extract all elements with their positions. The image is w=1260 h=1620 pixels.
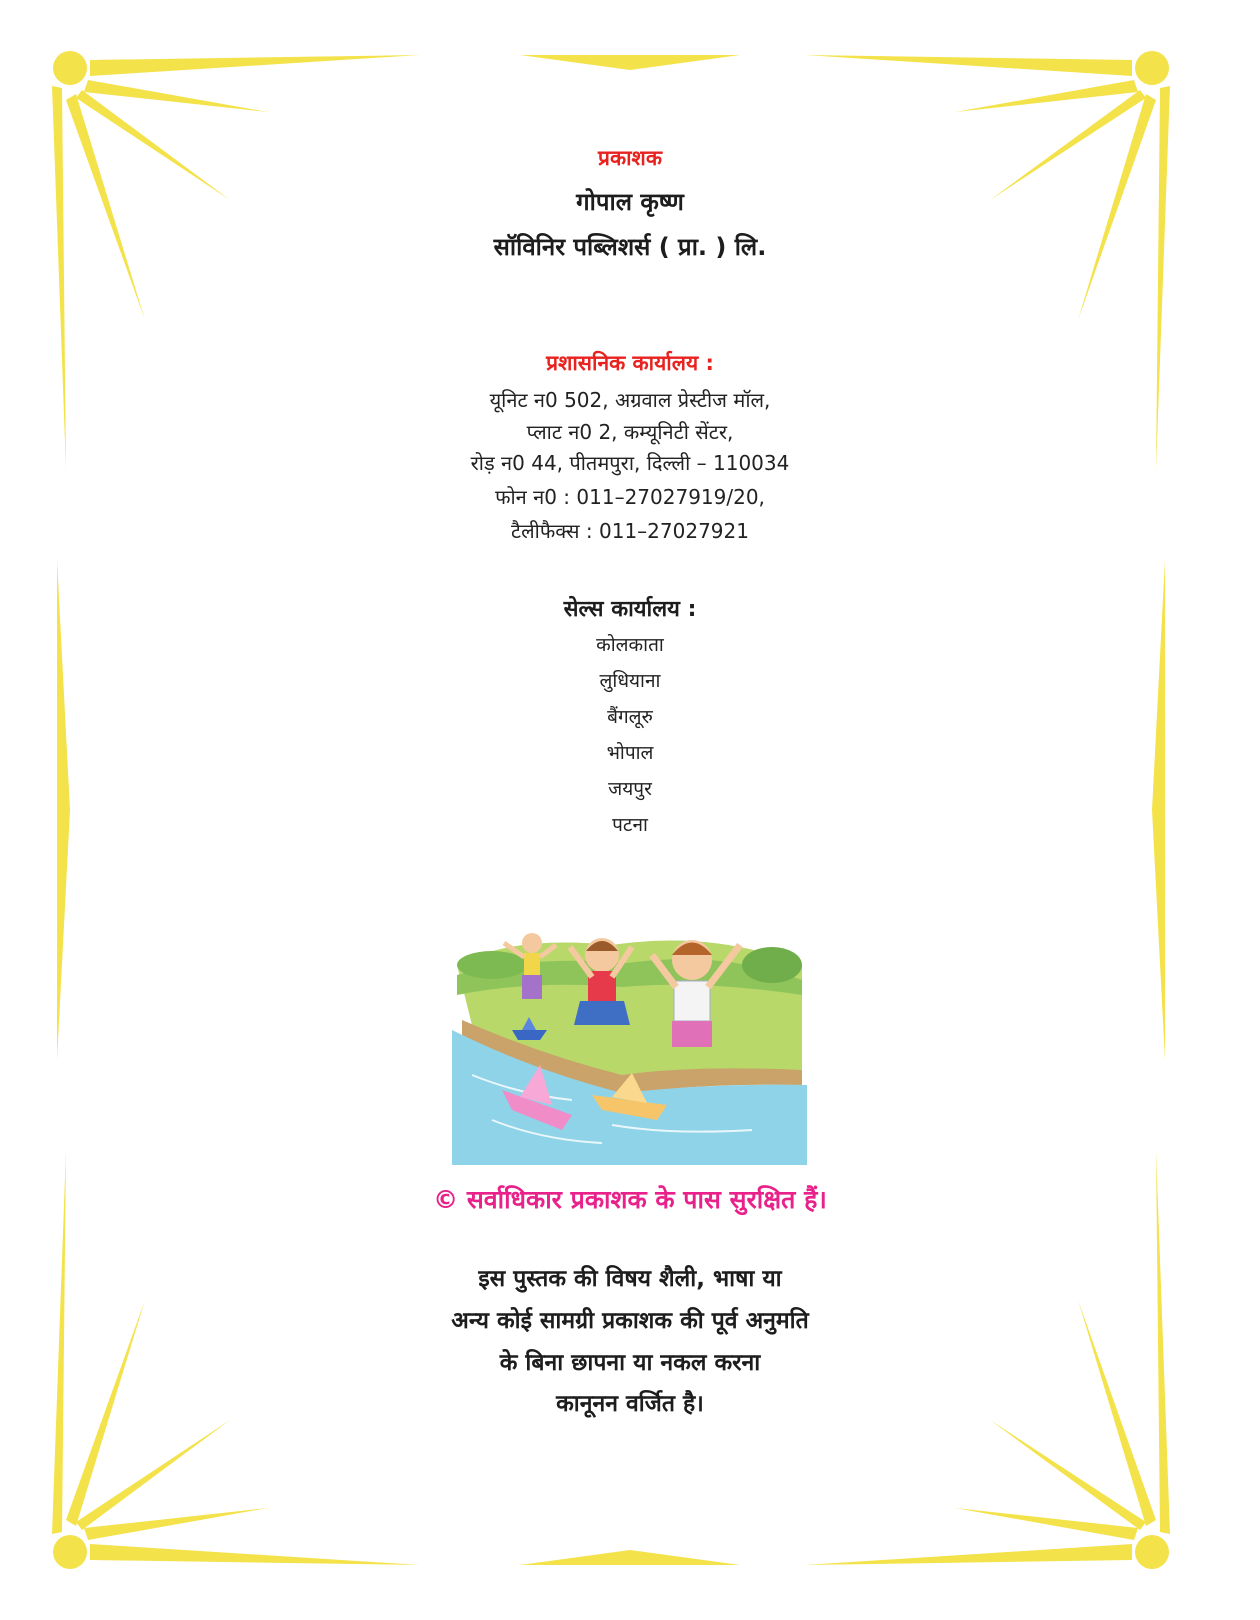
sales-office-heading: सेल्स कार्यालय : xyxy=(563,597,697,622)
sales-city-jaipur: जयपुर xyxy=(608,778,652,800)
sales-city-kolkata: कोलकाता xyxy=(596,634,664,656)
admin-phone: फोन न0 : 011–27027919/20, xyxy=(495,485,765,509)
publisher-heading: प्रकाशक xyxy=(598,146,662,170)
sales-city-patna: पटना xyxy=(612,814,648,836)
sales-city-bhopal: भोपाल xyxy=(606,742,654,764)
sales-city-ludhiana: लुधियाना xyxy=(599,670,661,692)
edge-rays xyxy=(57,55,1165,1565)
copyright-statement: © सर्वाधिकार प्रकाशक के पास सुरक्षित हैं। xyxy=(433,1185,827,1214)
publisher-name: गोपाल कृष्ण xyxy=(576,188,684,216)
notice-line-1: इस पुस्तक की विषय शैली, भाषा या xyxy=(478,1266,782,1292)
notice-line-2: अन्य कोई सामग्री प्रकाशक की पूर्व अनुमति xyxy=(451,1308,809,1334)
notice-line-4: कानूनन वर्जित है। xyxy=(556,1391,704,1417)
notice-line-3: के बिना छापना या नकल करना xyxy=(499,1350,761,1376)
children-paper-boats-illustration xyxy=(452,925,807,1165)
admin-address-line-1: यूनिट न0 502, अग्रवाल प्रेस्टीज मॉल, xyxy=(489,388,771,412)
admin-office-heading: प्रशासनिक कार्यालय : xyxy=(546,351,714,375)
admin-address-line-3: रोड़ न0 44, पीतमपुरा, दिल्ली – 110034 xyxy=(470,451,790,475)
admin-address-line-2: प्लाट न0 2, कम्यूनिटी सेंटर, xyxy=(526,420,734,444)
admin-telefax: टैलीफैक्स : 011–27027921 xyxy=(511,519,749,543)
publisher-company: सॉविनिर पब्लिशर्स ( प्रा. ) लि. xyxy=(493,233,767,261)
sales-city-bengaluru: बैंगलूरु xyxy=(607,706,653,728)
